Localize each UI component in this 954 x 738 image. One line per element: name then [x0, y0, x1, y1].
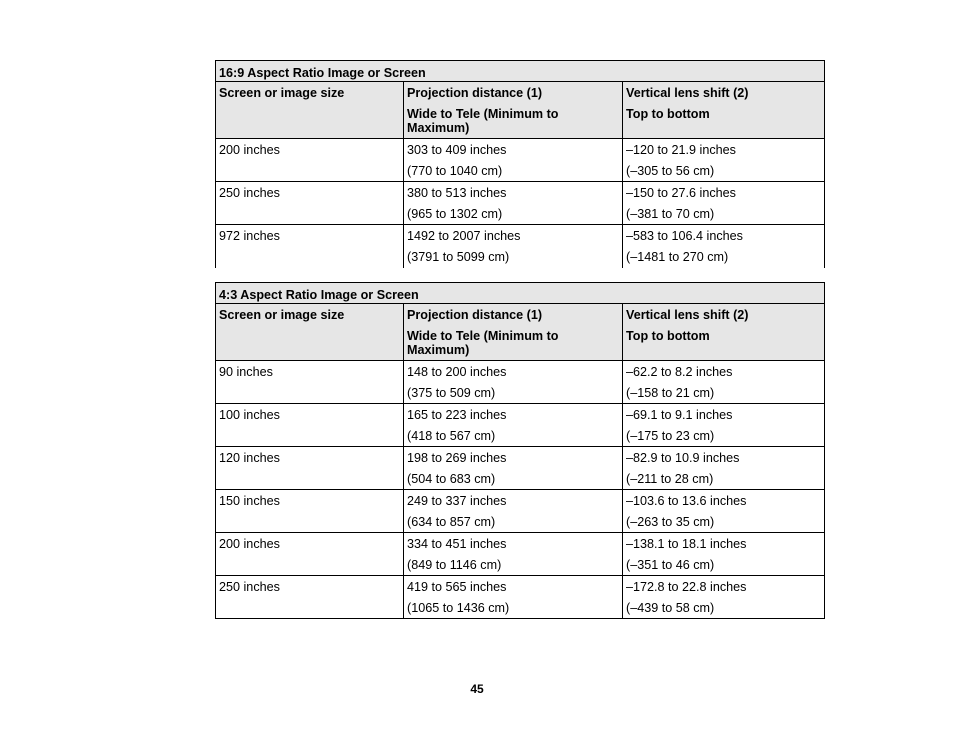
cell-projection — [404, 225, 623, 268]
header-screen-size: Screen or image size — [216, 82, 404, 139]
projection-cm: (375 to 509 cm) — [407, 386, 496, 400]
cell-size: 972 inches — [216, 225, 404, 268]
cell-projection — [404, 139, 623, 182]
shift-inches: –62.2 to 8.2 inches — [626, 365, 733, 379]
cell-shift — [623, 182, 825, 225]
cell-size: 200 inches — [216, 533, 404, 576]
table-row — [216, 447, 825, 490]
shift-cm: (–351 to 46 cm) — [626, 558, 715, 572]
projection-cm: (504 to 683 cm) — [407, 472, 496, 486]
cell-projection — [404, 404, 623, 447]
projection-cm: (849 to 1146 cm) — [407, 558, 502, 572]
shift-inches: –120 to 21.9 inches — [626, 143, 736, 157]
cell-shift — [623, 139, 825, 182]
table-row — [216, 182, 825, 225]
table-row — [216, 139, 825, 182]
shift-inches: –583 to 106.4 inches — [626, 229, 743, 243]
cell-shift — [623, 490, 825, 533]
shift-cm: (–263 to 35 cm) — [626, 515, 715, 529]
header-projection-sub: Wide to Tele (Minimum to Maximum) — [407, 107, 559, 135]
shift-inches: –82.9 to 10.9 inches — [626, 451, 740, 465]
cell-size: 150 inches — [216, 490, 404, 533]
cell-projection — [404, 361, 623, 404]
shift-inches: –69.1 to 9.1 inches — [626, 408, 733, 422]
shift-inches: –103.6 to 13.6 inches — [626, 494, 747, 508]
cell-size: 90 inches — [216, 361, 404, 404]
header-vertical-shift — [623, 304, 825, 361]
header-vertical-shift — [623, 82, 825, 139]
shift-cm: (–381 to 70 cm) — [626, 207, 715, 221]
cell-size: 250 inches — [216, 576, 404, 619]
header-projection-label: Projection distance (1) — [407, 86, 543, 100]
projection-inches: 334 to 451 inches — [407, 537, 507, 551]
projection-inches: 148 to 200 inches — [407, 365, 507, 379]
header-shift-label: Vertical lens shift (2) — [626, 308, 749, 322]
shift-cm: (–439 to 58 cm) — [626, 601, 715, 615]
cell-shift — [623, 404, 825, 447]
projection-cm: (634 to 857 cm) — [407, 515, 496, 529]
cell-projection — [404, 576, 623, 619]
projection-inches: 1492 to 2007 inches — [407, 229, 521, 243]
shift-inches: –172.8 to 22.8 inches — [626, 580, 747, 594]
cell-size: 120 inches — [216, 447, 404, 490]
cell-shift — [623, 447, 825, 490]
header-shift-sub: Top to bottom — [626, 107, 710, 121]
projection-inches: 198 to 269 inches — [407, 451, 507, 465]
projection-inches: 165 to 223 inches — [407, 408, 507, 422]
table-title: 16:9 Aspect Ratio Image or Screen — [216, 61, 825, 82]
projection-inches: 303 to 409 inches — [407, 143, 507, 157]
header-projection-label: Projection distance (1) — [407, 308, 543, 322]
cell-projection — [404, 447, 623, 490]
header-shift-label: Vertical lens shift (2) — [626, 86, 749, 100]
cell-projection — [404, 533, 623, 576]
cell-shift — [623, 533, 825, 576]
table-row — [216, 225, 825, 268]
projection-inches: 380 to 513 inches — [407, 186, 507, 200]
cell-shift — [623, 225, 825, 268]
projection-cm: (3791 to 5099 cm) — [407, 250, 510, 264]
table-row — [216, 404, 825, 447]
projection-inches: 249 to 337 inches — [407, 494, 507, 508]
shift-cm: (–175 to 23 cm) — [626, 429, 715, 443]
shift-cm: (–211 to 28 cm) — [626, 472, 714, 486]
header-projection-distance — [404, 304, 623, 361]
cell-size: 250 inches — [216, 182, 404, 225]
cell-projection — [404, 182, 623, 225]
projection-cm: (1065 to 1436 cm) — [407, 601, 510, 615]
header-shift-sub: Top to bottom — [626, 329, 710, 343]
header-projection-sub: Wide to Tele (Minimum to Maximum) — [407, 329, 559, 357]
cell-projection — [404, 490, 623, 533]
projection-cm: (770 to 1040 cm) — [407, 164, 503, 178]
projection-cm: (965 to 1302 cm) — [407, 207, 503, 221]
table-row — [216, 533, 825, 576]
table-row — [216, 576, 825, 619]
shift-cm: (–1481 to 270 cm) — [626, 250, 729, 264]
aspect-16-9-table — [215, 60, 825, 268]
cell-size: 100 inches — [216, 404, 404, 447]
header-screen-size: Screen or image size — [216, 304, 404, 361]
shift-inches: –138.1 to 18.1 inches — [626, 537, 747, 551]
cell-shift — [623, 361, 825, 404]
shift-inches: –150 to 27.6 inches — [626, 186, 736, 200]
projection-inches: 419 to 565 inches — [407, 580, 507, 594]
aspect-4-3-table — [215, 282, 825, 619]
cell-size: 200 inches — [216, 139, 404, 182]
shift-cm: (–305 to 56 cm) — [626, 164, 715, 178]
cell-shift — [623, 576, 825, 619]
table-row — [216, 361, 825, 404]
table-row — [216, 490, 825, 533]
table-title: 4:3 Aspect Ratio Image or Screen — [216, 283, 825, 304]
header-projection-distance — [404, 82, 623, 139]
projection-cm: (418 to 567 cm) — [407, 429, 496, 443]
page-number: 45 — [470, 682, 484, 696]
shift-cm: (–158 to 21 cm) — [626, 386, 715, 400]
